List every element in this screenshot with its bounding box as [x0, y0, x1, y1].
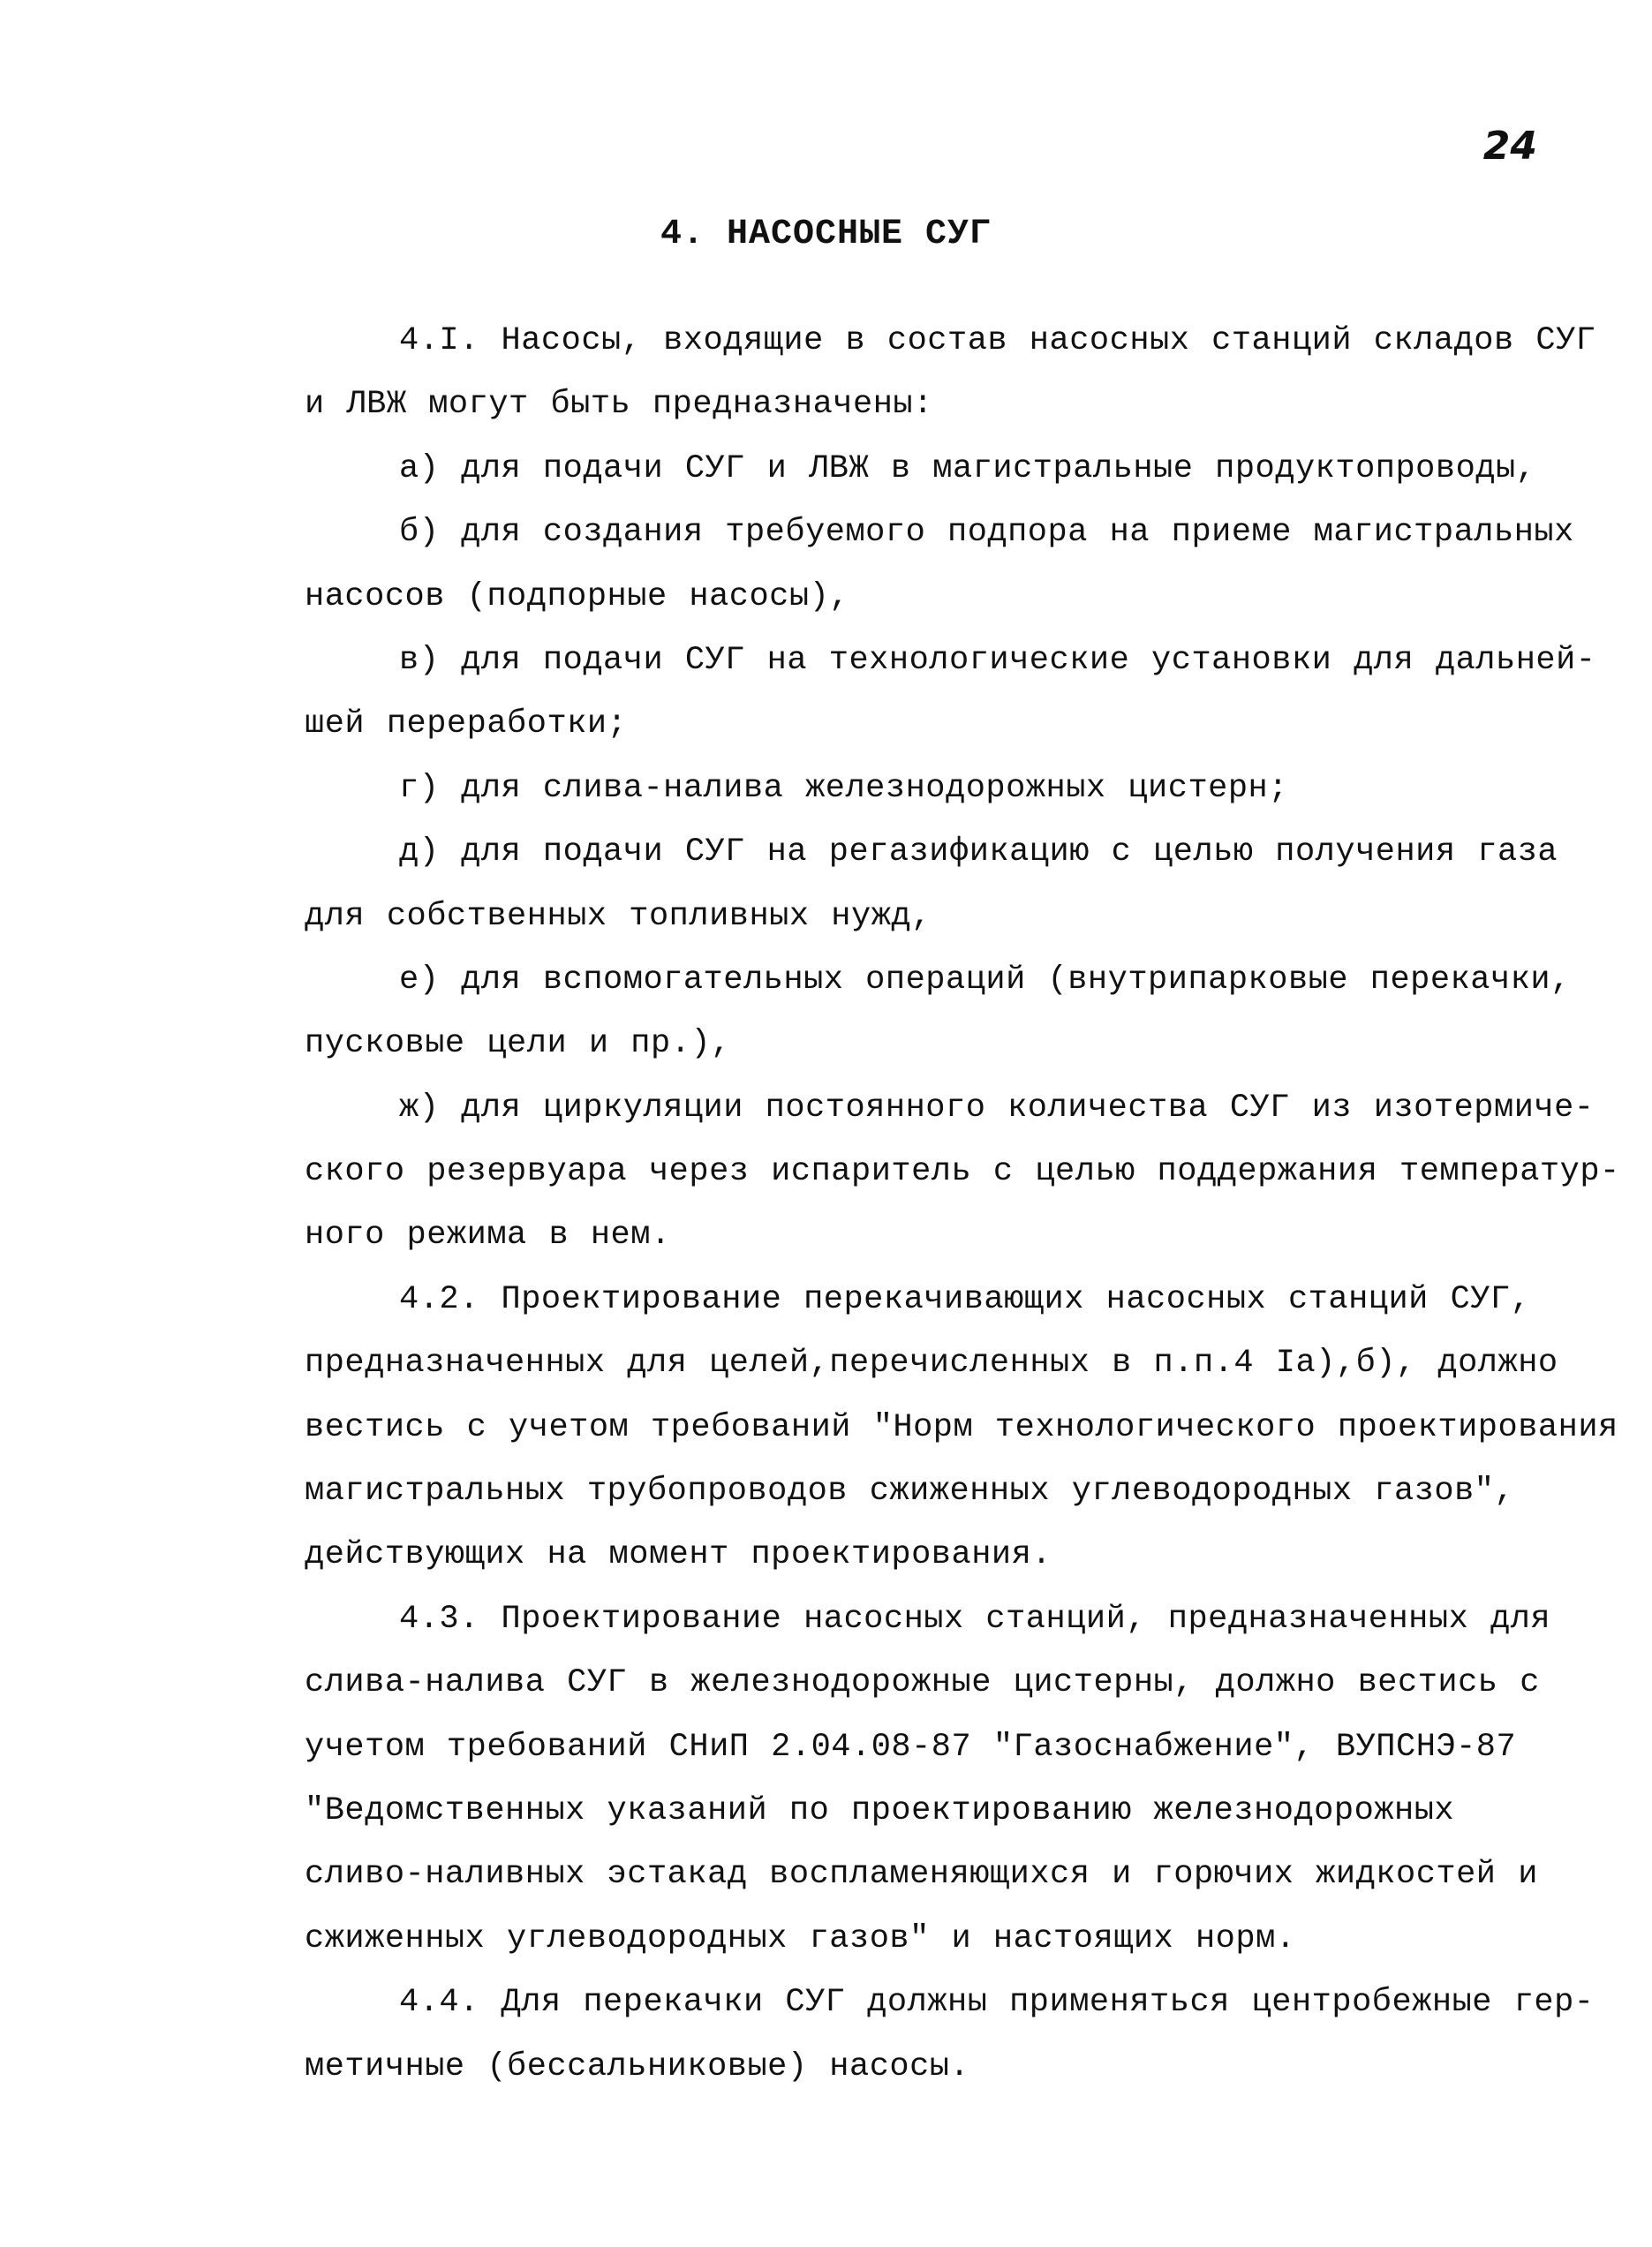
text-line: и ЛВЖ могут быть предназначены:	[305, 386, 933, 424]
text-line: б) для создания требуемого подпора на приеме магистральных	[399, 514, 1574, 552]
text-line: "Ведомственных указаний по проектированию железнодорожных	[305, 1791, 1455, 1829]
section-heading: 4. НАСОСНЫЕ СУГ	[660, 215, 992, 254]
text-line: г) для слива-налива железнодорожных цистерн;	[399, 769, 1288, 807]
text-line: вестись с учетом требований "Норм технологического проектирования	[305, 1408, 1618, 1446]
text-line: сжиженных углеводородных газов" и настоящих норм.	[305, 1919, 1296, 1957]
page-number: 24	[1482, 124, 1537, 169]
text-line: ского резервуара через испаритель с целью поддержания температур-	[305, 1153, 1620, 1191]
text-line: шей переработки;	[305, 705, 628, 743]
text-line: 4.4. Для перекачки СУГ должны применяться центробежные гер-	[399, 1984, 1595, 2022]
text-line: пусковые цели и пр.),	[305, 1025, 731, 1063]
text-line: магистральных трубопроводов сжиженных углеводородных газов",	[305, 1473, 1515, 1511]
text-line: учетом требований СНиП 2.04.08-87 "Газоснабжение", ВУПСНЭ-87	[305, 1728, 1517, 1766]
text-line: предназначенных для целей,перечисленных в п.п.4 Iа),б), должно	[305, 1345, 1558, 1383]
text-line: ного режима в нем.	[305, 1217, 671, 1255]
text-line: действующих на момент проектирования.	[305, 1536, 1052, 1574]
text-line: сливо-наливных эстакад воспламеняющихся и горючих жидкостей и	[305, 1856, 1538, 1894]
text-line: метичные (бессальниковые) насосы.	[305, 2047, 970, 2085]
text-line: насосов (подпорные насосы),	[305, 577, 849, 615]
text-line: для собственных топливных нужд,	[305, 897, 932, 935]
text-line: д) для подачи СУГ на регазификацию с целью получения газа	[399, 833, 1558, 871]
body-text	[305, 309, 1620, 2099]
text-line: слива-налива СУГ в железнодорожные цистерны, должно вестись с	[305, 1664, 1540, 1702]
text-line: ж) для циркуляции постоянного количества СУГ из изотермиче-	[399, 1089, 1595, 1127]
text-line: е) для вспомогательных операций (внутрипарковые перекачки,	[399, 961, 1571, 999]
text-line: 4.3. Проектирование насосных станций, предназначенных для	[399, 1600, 1551, 1638]
text-line: 4.I. Насосы, входящие в состав насосных станций складов СУГ	[399, 322, 1596, 359]
text-line: а) для подачи СУГ и ЛВЖ в магистральные продуктопроводы,	[399, 449, 1536, 487]
text-line: в) для подачи СУГ на технологические установки для дальней-	[399, 641, 1596, 679]
text-line: 4.2. Проектирование перекачивающих насосных станций СУГ,	[399, 1280, 1531, 1318]
